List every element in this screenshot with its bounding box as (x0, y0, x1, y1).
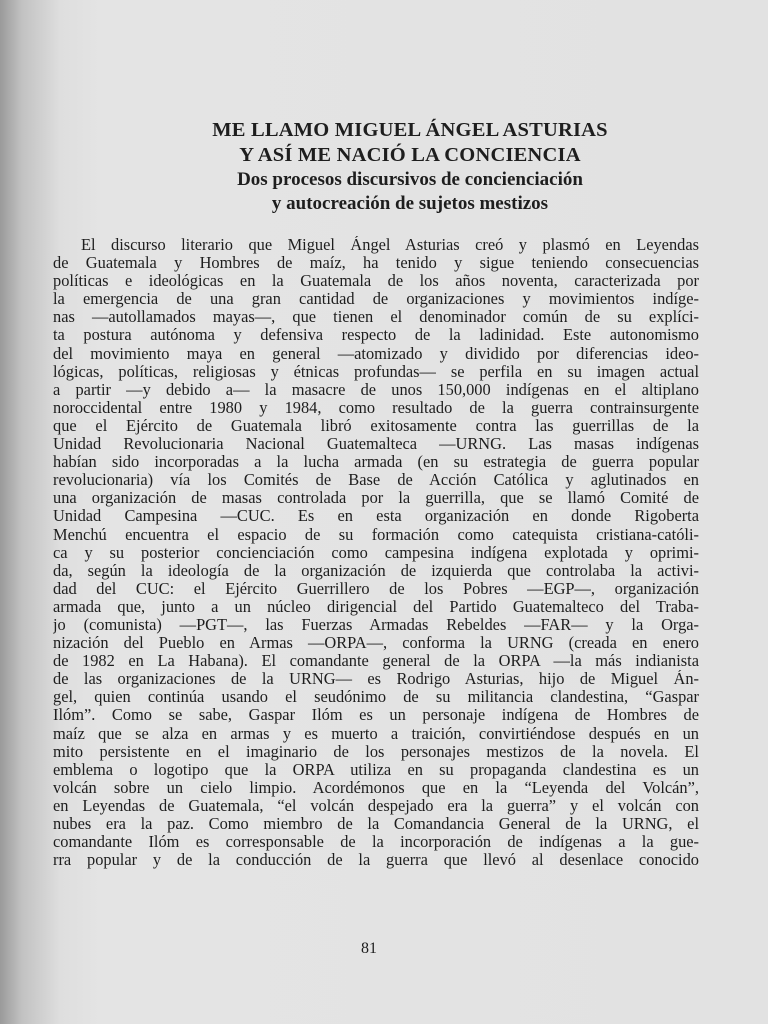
chapter-heading (100, 118, 720, 216)
text-line: de 1982 en La Habana). El comandante general de la ORPA —la más indianista (53, 652, 699, 671)
text-line: Ilóm”. Como se sabe, Gaspar Ilóm es un personaje indígena de Hombres de (53, 706, 699, 725)
text-line: Unidad Campesina —CUC. Es en esta organización en donde Rigoberta (53, 507, 699, 526)
text-line: Menchú encuentra el espacio de su formación como catequista cristiana-católi- (53, 525, 699, 544)
text-line: nización del Pueblo en Armas —ORPA—, conforma la URNG (creada en enero (53, 634, 699, 653)
text-line: nas —autollamados mayas—, que tienen el denominador común de su explíci- (53, 308, 699, 327)
chapter-subtitle-line-1: Dos procesos discursivos de concienciación (237, 169, 583, 190)
text-line: de las organizaciones de la URNG— es Rodrigo Asturias, hijo de Miguel Án- (53, 670, 699, 689)
text-line: una organización de masas controlada por la guerrilla, que se llamó Comité de (53, 489, 699, 508)
text-line: que el Ejército de Guatemala libró exitosamente contra las guerrillas de la (53, 416, 699, 435)
text-line: El discurso literario que Miguel Ángel Asturias creó y plasmó en Leyendas (81, 236, 699, 254)
text-line: del movimiento maya en general —atomizado y dividido por diferencias ideo- (53, 344, 699, 363)
text-line: da, según la ideología de la organización de izquierda que controlaba la activi- (53, 561, 699, 580)
text-line: jo (comunista) —PGT—, las Fuerzas Armadas Rebeldes —FAR— y la Orga- (53, 615, 699, 634)
chapter-title-line-1: ME LLAMO MIGUEL ÁNGEL ASTURIAS (212, 119, 608, 141)
text-line: de Guatemala y Hombres de maíz, ha tenido y sigue teniendo consecuencias (53, 254, 699, 273)
chapter-title-line-2: Y ASÍ ME NACIÓ LA CONCIENCIA (239, 144, 581, 166)
text-line: mito persistente en el imaginario de los personajes mestizos de la novela. El (53, 742, 699, 761)
chapter-subtitle-line-2: y autocreación de sujetos mestizos (271, 193, 549, 214)
text-line: noroccidental entre 1980 y 1984, como resultado de la guerra contrainsurgente (53, 398, 699, 417)
text-line: revolucionaria) vía los Comités de Base de Acción Católica y aglutinados en (53, 471, 699, 490)
text-line: habían sido incorporadas a la lucha armada (en su estrategia de guerra popular (53, 453, 699, 472)
text-line: emblema o logotipo que la ORPA utiliza en su propaganda clandestina es un (53, 760, 699, 779)
text-line: volcán sobre un cielo limpio. Acordémonos que en la “Leyenda del Volcán”, (53, 778, 699, 797)
text-line: políticas e ideológicas en la Guatemala de los años noventa, caracterizada por (53, 272, 699, 291)
text-line: rra popular y de la conducción de la guerra que llevó al desenlace conocido (53, 851, 699, 870)
text-line: a partir —y debido a— la masacre de unos 150,000 indígenas en el altiplano (53, 380, 699, 399)
body-paragraph (53, 236, 699, 869)
text-line: gel, quien continúa usando el seudónimo de su militancia clandestina, “Gaspar (53, 688, 699, 707)
text-line: nubes era la paz. Como miembro de la Comandancia General de la URNG, el (53, 815, 699, 833)
text-line: dad del CUC: el Ejército Guerrillero de los Pobres —EGP—, organización (53, 579, 699, 598)
text-line: maíz que se alza en armas y es muerto a traición, convirtiéndose después en un (53, 724, 699, 743)
text-line: en Leyendas de Guatemala, “el volcán despejado era la guerra” y el volcán con (53, 796, 699, 815)
text-line: Unidad Revolucionaria Nacional Guatemalteca —URNG. Las masas indígenas (53, 435, 699, 454)
text-line: ca y su posterior concienciación como campesina indígena explotada y oprimi- (53, 543, 699, 562)
text-line: lógicas, políticas, religiosas y étnicas profundas— se perfila en su imagen actual (53, 362, 699, 381)
text-line: comandante Ilóm es corresponsable de la incorporación de indígenas a la gue- (53, 833, 699, 852)
text-line: armada que, junto a un núcleo dirigencial del Partido Guatemalteco del Traba- (53, 597, 699, 616)
text-line: la emergencia de una gran cantidad de organizaciones y movimientos indíge- (53, 290, 699, 309)
page-number: 81 (361, 940, 377, 957)
text-line: ta postura autónoma y defensiva respecto de la ladinidad. Este autonomismo (53, 326, 699, 345)
